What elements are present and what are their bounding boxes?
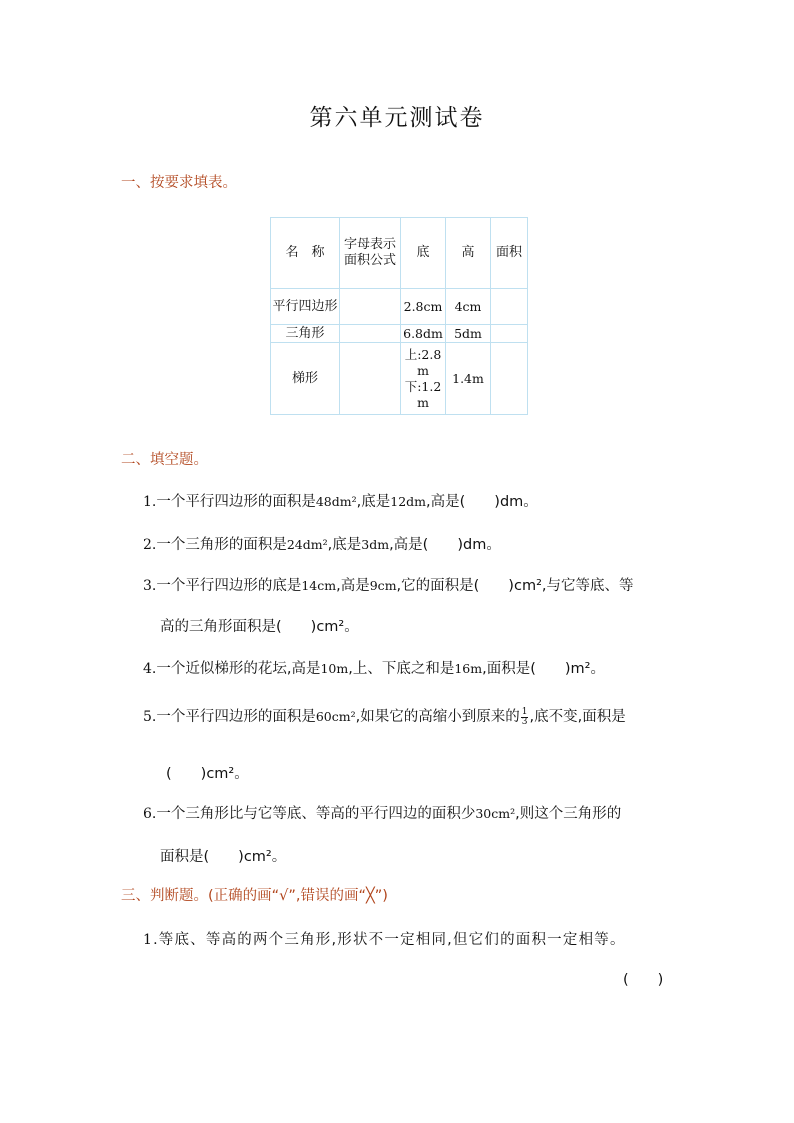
header-height: 高 — [446, 218, 491, 289]
question-value: 14cm — [301, 578, 337, 593]
row-base-top: 上:2.8m — [404, 346, 442, 378]
question-3 — [143, 574, 634, 595]
question-text: ,底是 — [356, 494, 391, 510]
row-name: 梯形 — [271, 343, 340, 415]
row-formula-cell[interactable] — [340, 343, 401, 415]
row-base: 2.8cm — [401, 289, 446, 325]
question-text: 一个三角形的面积是 — [156, 537, 287, 553]
question-value: 12dm — [390, 494, 427, 509]
header-base: 底 — [401, 218, 446, 289]
question-number: 6. — [143, 806, 157, 822]
table-row — [271, 343, 528, 415]
question-text: 一个三角形比与它等底、等高的平行四边的面积少 — [156, 806, 476, 822]
fraction-denominator: 3 — [521, 716, 528, 727]
question-blank[interactable]: ,面积是( )m²。 — [482, 661, 605, 677]
question-number: 1. — [143, 494, 157, 510]
question-blank[interactable]: ,它的面积是( )cm²,与它等底、等 — [396, 578, 634, 594]
question-3-continued[interactable]: 高的三角形面积是( )cm²。 — [160, 619, 359, 635]
question-text: 等底、等高的两个三角形,形状不一定相同,但它们的面积一定相等。 — [158, 932, 626, 948]
question-text: 一个平行四边形的面积是 — [156, 494, 316, 510]
table-row — [271, 325, 528, 343]
question-text: ,如果它的高缩小到原来的 — [355, 709, 520, 725]
question-5-continued[interactable]: ( )cm²。 — [166, 766, 249, 782]
question-number: 5. — [143, 709, 157, 725]
question-2 — [143, 533, 501, 554]
question-text: 一个平行四边形的面积是 — [156, 709, 316, 725]
row-base: 6.8dm — [401, 325, 446, 343]
question-number: 2. — [143, 537, 157, 553]
question-6-continued[interactable]: 面积是( )cm²。 — [160, 849, 287, 865]
question-blank[interactable]: ,高是( )dm。 — [389, 537, 501, 553]
row-height: 5dm — [446, 325, 491, 343]
question-text: 一个近似梯形的花坛,高是 — [156, 661, 321, 677]
judge-question-1 — [143, 928, 626, 949]
question-value: 16m — [454, 661, 483, 676]
row-formula-cell[interactable] — [340, 289, 401, 325]
row-name: 三角形 — [271, 325, 340, 343]
question-text: ,底不变,面积是 — [529, 709, 626, 725]
question-number: 4. — [143, 661, 157, 677]
question-text: ,底是 — [327, 537, 362, 553]
row-area-cell[interactable] — [491, 343, 528, 415]
row-name: 平行四边形 — [271, 289, 340, 325]
question-text: ,上、下底之和是 — [348, 661, 455, 677]
question-4 — [143, 657, 605, 678]
judge-answer-blank[interactable]: ( ) — [623, 972, 664, 988]
row-area-cell[interactable] — [491, 289, 528, 325]
header-area: 面积 — [491, 218, 528, 289]
question-value: 48dm² — [315, 494, 357, 509]
question-number: 3. — [143, 578, 157, 594]
header-formula: 字母表示面积公式 — [340, 218, 401, 289]
question-value: 60cm² — [315, 709, 356, 724]
fraction-numerator: 1 — [521, 706, 528, 717]
page-title: 第六单元测试卷 — [309, 105, 485, 131]
section-heading-judge: 三、判断题。(正确的画“√”,错误的画“╳”) — [121, 888, 388, 904]
question-value: 3dm — [361, 537, 390, 552]
fraction-one-third — [521, 708, 529, 727]
section-heading-table: 一、按要求填表。 — [121, 175, 237, 191]
question-text: ,高是 — [336, 578, 370, 594]
section-heading-fill: 二、填空题。 — [121, 452, 208, 468]
question-1 — [143, 490, 538, 511]
row-height: 4cm — [446, 289, 491, 325]
row-formula-cell[interactable] — [340, 325, 401, 343]
row-height: 1.4m — [446, 343, 491, 415]
question-number: 1. — [143, 932, 159, 948]
row-base-trapezoid — [401, 343, 446, 415]
fill-table — [270, 217, 528, 415]
row-area-cell[interactable] — [491, 325, 528, 343]
question-text: ,则这个三角形的 — [515, 806, 622, 822]
question-value: 30cm² — [475, 806, 516, 821]
question-value: 24dm² — [286, 537, 328, 552]
table-row — [271, 289, 528, 325]
header-name: 名 称 — [271, 218, 340, 289]
question-blank[interactable]: ,高是( )dm。 — [426, 494, 538, 510]
question-6 — [143, 802, 621, 823]
question-text: 一个平行四边形的底是 — [156, 578, 302, 594]
question-value: 10m — [320, 661, 349, 676]
row-base-bottom: 下:1.2m — [404, 378, 442, 410]
question-value: 9cm — [369, 578, 397, 593]
question-5 — [143, 705, 626, 727]
